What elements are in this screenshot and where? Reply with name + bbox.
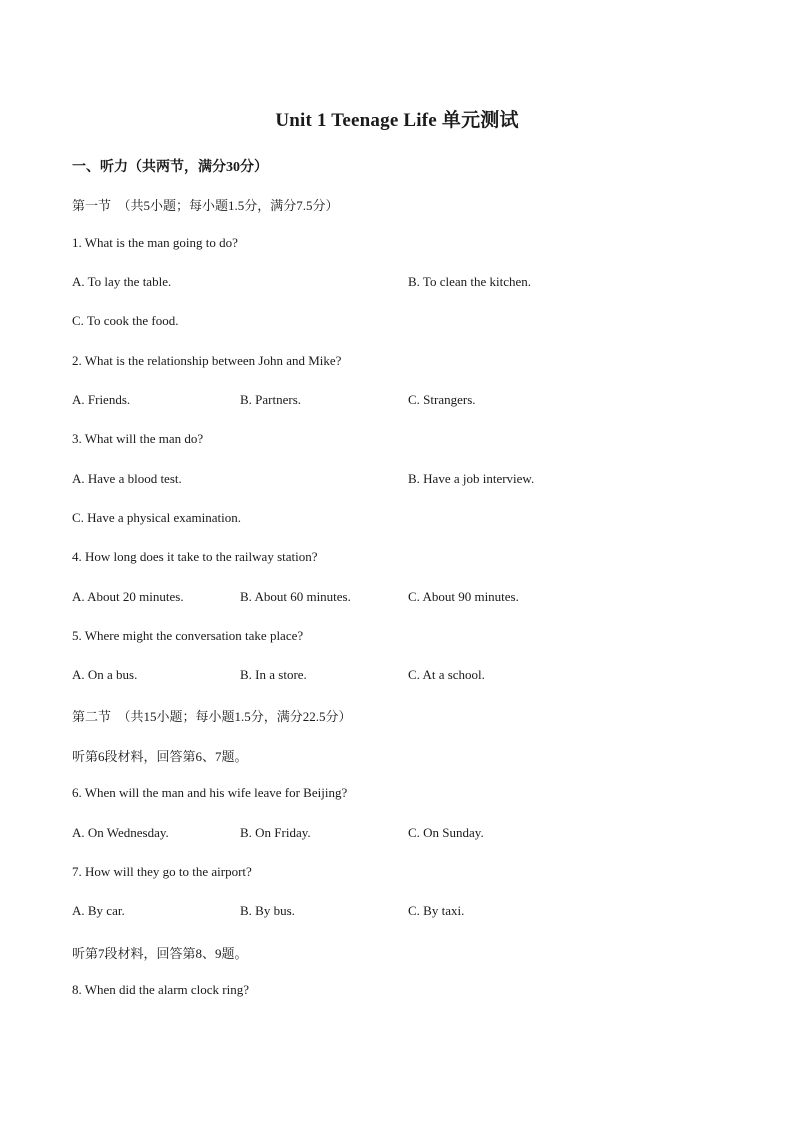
q3-option-c: C. Have a physical examination. (72, 510, 241, 525)
instruction-q6-7: 听第6段材料，回答第6、7题。 (72, 749, 248, 764)
q4-option-a: A. About 20 minutes. (72, 589, 184, 604)
q5-option-c: C. At a school. (408, 667, 485, 682)
question-7: 7. How will they go to the airport? (72, 864, 252, 879)
q1-option-a: A. To lay the table. (72, 274, 172, 289)
page-title: Unit 1 Teenage Life 单元测试 (275, 110, 519, 131)
q4-option-c: C. About 90 minutes. (408, 589, 519, 604)
q4-option-b: B. About 60 minutes. (240, 589, 351, 604)
q5-option-b: B. In a store. (240, 667, 307, 682)
q7-option-b: B. By bus. (240, 903, 295, 918)
part-heading-listening: 一、听力（共两节，满分30分） (72, 160, 268, 175)
q6-option-b: B. On Friday. (240, 825, 311, 840)
q2-option-c: C. Strangers. (408, 392, 476, 407)
q7-option-a: A. By car. (72, 903, 125, 918)
q7-option-c: C. By taxi. (408, 903, 465, 918)
q3-option-b: B. Have a job interview. (408, 471, 535, 486)
question-2: 2. What is the relationship between John and Mike? (72, 353, 342, 368)
q5-option-a: A. On a bus. (72, 667, 138, 682)
question-5: 5. Where might the conversation take place? (72, 628, 304, 643)
section-heading-1: 第一节 （共5小题；每小题1.5分，满分7.5分） (72, 198, 339, 213)
question-6: 6. When will the man and his wife leave for Beijing? (72, 785, 348, 800)
question-4: 4. How long does it take to the railway station? (72, 549, 318, 564)
q6-option-c: C. On Sunday. (408, 825, 484, 840)
question-1: 1. What is the man going to do? (72, 235, 238, 250)
section-heading-2: 第二节 （共15小题；每小题1.5分，满分22.5分） (72, 709, 352, 724)
q3-option-a: A. Have a blood test. (72, 471, 182, 486)
question-8: 8. When did the alarm clock ring? (72, 982, 250, 997)
q6-option-a: A. On Wednesday. (72, 825, 169, 840)
q1-option-c: C. To cook the food. (72, 313, 179, 328)
q2-option-a: A. Friends. (72, 392, 131, 407)
q1-option-b: B. To clean the kitchen. (408, 274, 532, 289)
instruction-q8-9: 听第7段材料，回答第8、9题。 (72, 946, 248, 961)
q2-option-b: B. Partners. (240, 392, 302, 407)
question-3: 3. What will the man do? (72, 431, 204, 446)
